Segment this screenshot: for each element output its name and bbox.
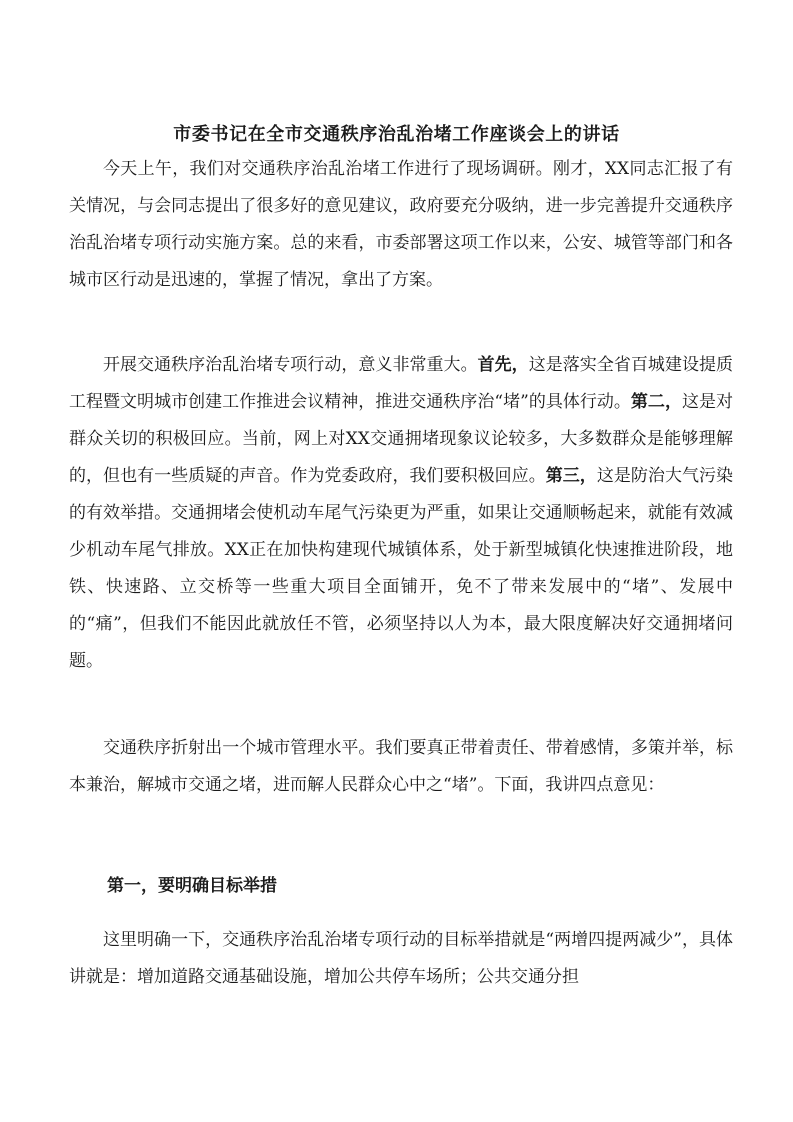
section-heading-1: 第一，要明确目标举措 (107, 876, 277, 896)
paragraph-significance (69, 347, 733, 680)
document-title: 市委书记在全市交通秩序治乱治堵工作座谈会上的讲话 (173, 124, 620, 145)
bold-marker-third: 第三， (545, 466, 597, 486)
paragraph-text: 这是对群众关切的积极回应。当前，网上对XX交通拥堵现象议论较多，大多数群众是能够理解的，但也有一些质疑的声音。作为党委政府，我们要积极回应。 (69, 392, 733, 486)
paragraph-targets: 这里明确一下，交通秩序治乱治堵专项行动的目标举措就是“两增四提两减少”，具体讲就是：增加道路交通基础设施，增加公共停车场所；公共交通分担 (69, 930, 733, 987)
paragraph-text: 这是防治大气污染的有效举措。交通拥堵会使机动车尾气污染更为严重，如果让交通顺畅起来，就能有效减少机动车尾气排放。XX正在加快构建现代城镇体系，处于新型城镇化快速推进阶段，地铁、快速路、立交桥等一些重大项目全面铺开，免不了带来发展中的“堵”、发展中的“痛”，但我们不能因此就放任不管，必须坚持以人为本，最大限度解决好交通拥堵问题。 (69, 466, 734, 671)
paragraph-text: 开展交通秩序治乱治堵专项行动，意义非常重大。 (103, 355, 478, 375)
paragraph-intro: 今天上午，我们对交通秩序治乱治堵工作进行了现场调研。刚才，XX同志汇报了有关情况，与会同志提出了很多好的意见建议，政府要充分吸纳，进一步完善提升交通秩序治乱治堵专项行动实施方案。总的来看，市委部署这项工作以来，公安、城管等部门和各城市区行动是迅速的，掌握了情况，拿出了方案。 (69, 159, 733, 290)
paragraph-text: 这是落实全省百城建设提质工程暨文明城市创建工作推进会议精神，推进交通秩序治“堵”的具体行动。 (69, 355, 734, 412)
bold-marker-second: 第二， (630, 392, 682, 412)
paragraph-overview: 交通秩序折射出一个城市管理水平。我们要真正带着责任、带着感情，多策并举，标本兼治，解城市交通之堵，进而解人民群众心中之“堵”。下面，我讲四点意见： (69, 738, 733, 795)
bold-marker-first: 首先， (477, 355, 529, 375)
